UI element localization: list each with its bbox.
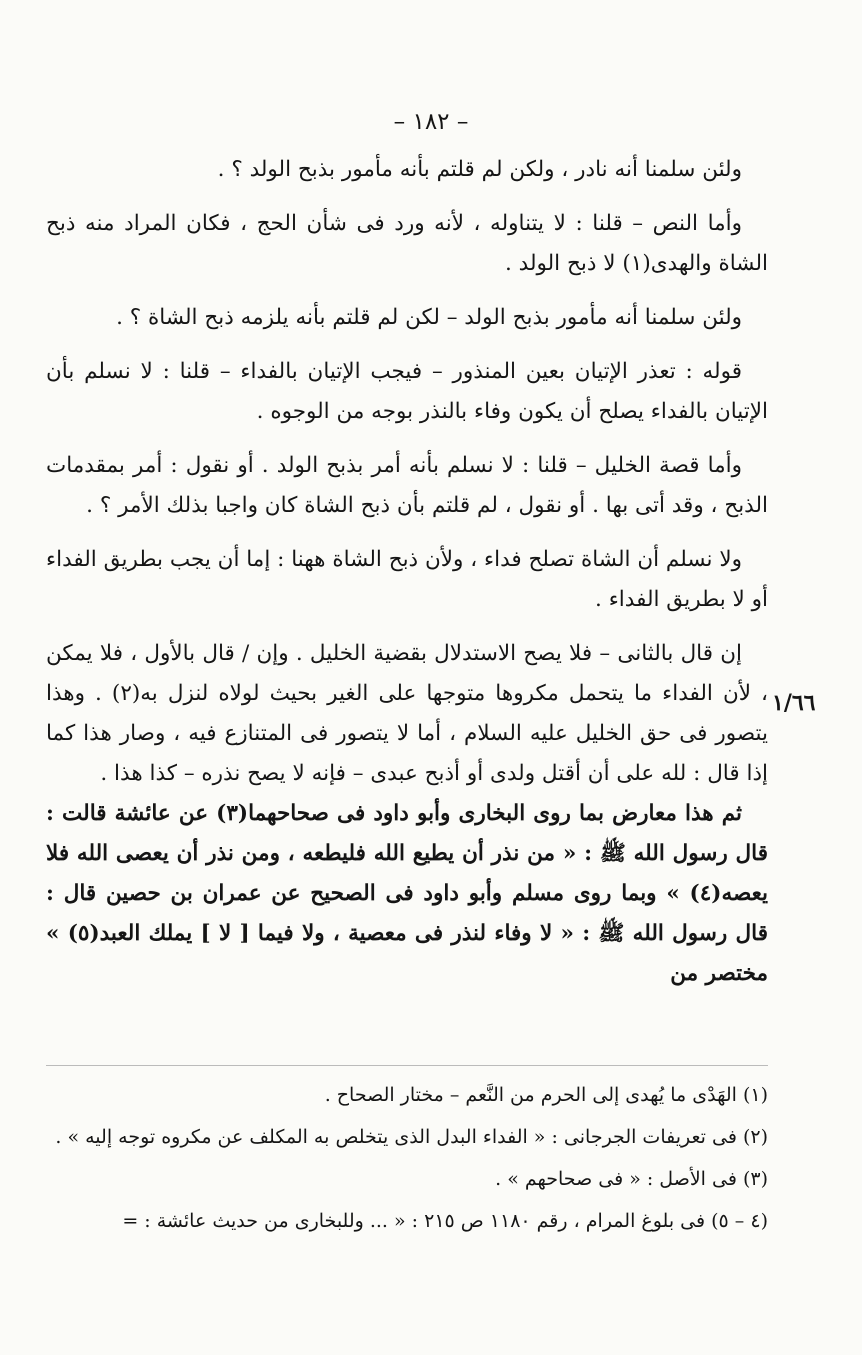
page-number: – ١٨٢ – [393,109,469,135]
footnotes [38,1078,768,1246]
paragraph-4: قوله : تعذر الإتيان بعين المنذور – فيجب الإتيان بالفداء – قلنا : لا نسلم بأن الإتيان بالفداء يصلح أن يكون وفاء بالنذر بوجه من الوجوه . [46,359,768,424]
paragraph-5: وأما قصة الخليل – قلنا : لا نسلم بأنه أمر بذبح الولد . أو نقول : أمر بمقدمات الذبح ، وقد أتى بها . أو نقول ، لم قلتم بأن ذبح الشاة كان واجبا بذلك الأمر ؟ . [46,453,768,518]
footnote-1: (١) الهَدْى ما يُهدى إلى الحرم من النَّعم – مختار الصحاح . [324,1084,768,1106]
footnote-separator [46,1065,768,1066]
footnote-2: (٢) فى تعريفات الجرجانى : « الفداء البدل الذى يتخلص به المكلف عن مكروه توجه إليه » . [55,1126,768,1148]
paragraph-1: ولئن سلمنا أنه نادر ، ولكن لم قلتم بأنه مأمور بذبح الولد ؟ . [217,157,742,182]
paragraph-7: إن قال بالثانى – فلا يصح الاستدلال بقضية الخليل . وإن / قال بالأول ، فلا يمكن ، لأن الفداء ما يتحمل مكروها متوجها على الغير بحيث لولاه لنزل به(٢) . وهذا يتصور فى حق الخليل عليه السلام ، أما لا يتصور فى المتنازع فيه ، وصار هذا كما إذا قال : لله على أن أقتل ولدى أو أذبح عبدى – فإنه لا يصح نذره – كذا هذا . [46,641,768,786]
paragraph-8: ثم هذا معارض بما روى البخارى وأبو داود فى صحاحهما(٣) عن عائشة قالت : قال رسول الله ﷺ : « من نذر أن يطيع الله فليطعه ، ومن نذر أن يعصى الله فلا يعصه(٤) » وبما روى مسلم وأبو داود فى الصحيح عن عمران بن حصين قال : قال رسول الله ﷺ : « لا وفاء لنذر فى معصية ، ولا فيما [ لا ] يملك العبد(٥) » مختصر من [46,801,768,986]
paragraph-3: ولئن سلمنا أنه مأمور بذبح الولد – لكن لم قلتم بأنه يلزمه ذبح الشاة ؟ . [116,305,742,330]
main-text [46,150,768,994]
paragraph-6: ولا نسلم أن الشاة تصلح فداء ، ولأن ذبح الشاة ههنا : إما أن يجب بطريق الفداء أو لا بطريق الفداء . [46,547,768,612]
footnote-4-5: (٤ – ٥) فى بلوغ المرام ، رقم ١١٨٠ ص ٢١٥ : « ... وللبخارى من حديث عائشة : = [122,1210,768,1232]
paragraph-2: وأما النص – قلنا : لا يتناوله ، لأنه ورد فى شأن الحج ، فكان المراد منه ذبح الشاة والهدى(١) لا ذبح الولد . [46,211,768,276]
margin-folio-note: ١/٦٦ [772,690,816,716]
footnote-3: (٣) فى الأصل : « فى صحاحهم » . [495,1168,768,1190]
